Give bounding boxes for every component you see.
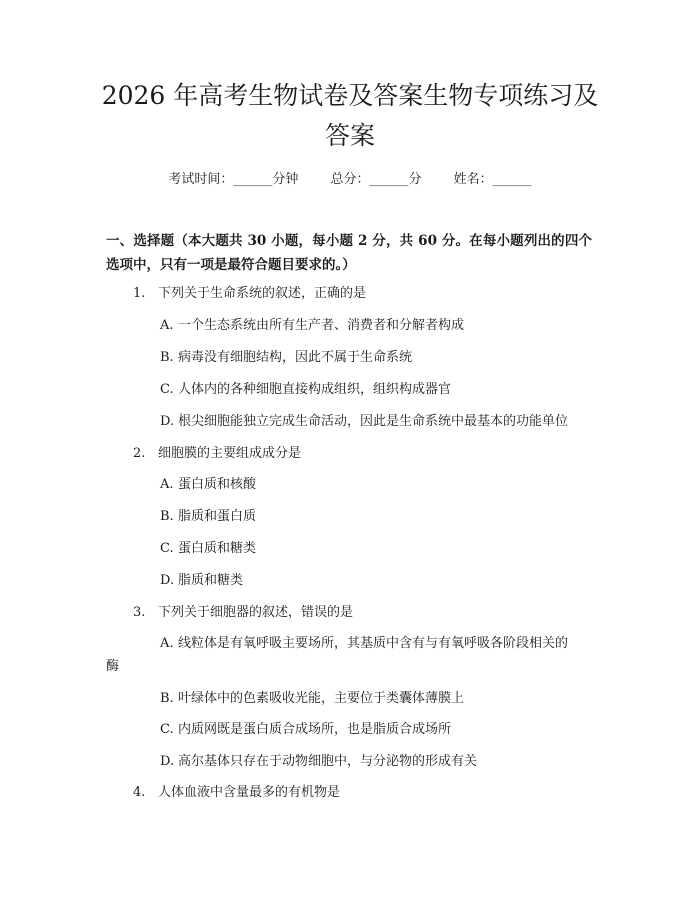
option-1d <box>160 410 568 429</box>
option-text: 根尖细胞能独立完成生命活动，因此是生命系统中最基本的功能单位 <box>178 414 569 429</box>
exam-time-field: 考试时间：______分钟 <box>168 172 299 187</box>
total-score-field: 总分：______分 <box>330 172 422 187</box>
option-3c <box>160 718 451 737</box>
option-2c <box>160 537 256 556</box>
option-3a <box>160 632 568 651</box>
option-letter: C. <box>160 541 174 556</box>
option-3b <box>160 687 464 706</box>
question-number: 2. <box>133 446 146 461</box>
option-text: 蛋白质和核酸 <box>178 477 257 492</box>
option-text: 高尔基体只存在于动物细胞中，与分泌物的形成有关 <box>178 754 478 769</box>
question-1 <box>133 282 366 301</box>
option-letter: D. <box>160 754 175 769</box>
document-title: 2026 年高考生物试卷及答案生物专项练习及答案 <box>101 81 599 150</box>
option-text: 病毒没有细胞结构，因此不属于生命系统 <box>178 350 413 365</box>
option-2b <box>160 505 256 524</box>
option-2d <box>160 569 243 588</box>
option-letter: B. <box>160 509 174 524</box>
option-letter: D. <box>160 414 175 429</box>
option-letter: A. <box>160 318 174 333</box>
option-text: 线粒体是有氧呼吸主要场所，其基质中含有与有氧呼吸各阶段相关的 <box>178 636 569 651</box>
option-letter: A. <box>160 636 174 651</box>
exam-info-line <box>0 168 700 187</box>
option-text: 内质网既是蛋白质合成场所，也是脂质合成场所 <box>178 722 452 737</box>
section-heading: 一、选择题（本大题共 30 小题，每小题 2 分，共 60 分。在每小题列出的四个选项中，只有一项是最符合题目要求的。） <box>106 233 592 273</box>
option-letter: C. <box>160 382 174 397</box>
option-text: 脂质和糖类 <box>178 573 244 588</box>
option-letter: C. <box>160 722 174 737</box>
option-text: 人体内的各种细胞直接构成组织，组织构成器官 <box>178 382 452 397</box>
question-3 <box>133 601 353 620</box>
option-3a-continuation: 酶 <box>106 659 120 674</box>
option-3d <box>160 750 477 769</box>
question-text: 细胞膜的主要组成成分是 <box>158 446 302 461</box>
question-number: 3. <box>133 605 146 620</box>
question-text: 下列关于细胞器的叙述，错误的是 <box>158 605 354 620</box>
option-letter: B. <box>160 691 174 706</box>
option-text: 叶绿体中的色素吸收光能，主要位于类囊体薄膜上 <box>178 691 465 706</box>
option-1a <box>160 314 464 333</box>
option-letter: B. <box>160 350 174 365</box>
option-letter: D. <box>160 573 175 588</box>
option-text: 蛋白质和糖类 <box>178 541 257 556</box>
name-field: 姓名：______ <box>453 172 532 187</box>
option-1b <box>160 346 412 365</box>
question-2 <box>133 442 301 461</box>
question-text: 人体血液中含量最多的有机物是 <box>158 785 341 800</box>
option-letter: A. <box>160 477 174 492</box>
question-4 <box>133 781 340 800</box>
option-text: 脂质和蛋白质 <box>178 509 257 524</box>
option-2a <box>160 473 256 492</box>
option-1c <box>160 378 451 397</box>
option-text: 一个生态系统由所有生产者、消费者和分解者构成 <box>178 318 465 333</box>
question-number: 4. <box>133 785 146 800</box>
question-number: 1. <box>133 286 146 301</box>
question-text: 下列关于生命系统的叙述，正确的是 <box>158 286 367 301</box>
